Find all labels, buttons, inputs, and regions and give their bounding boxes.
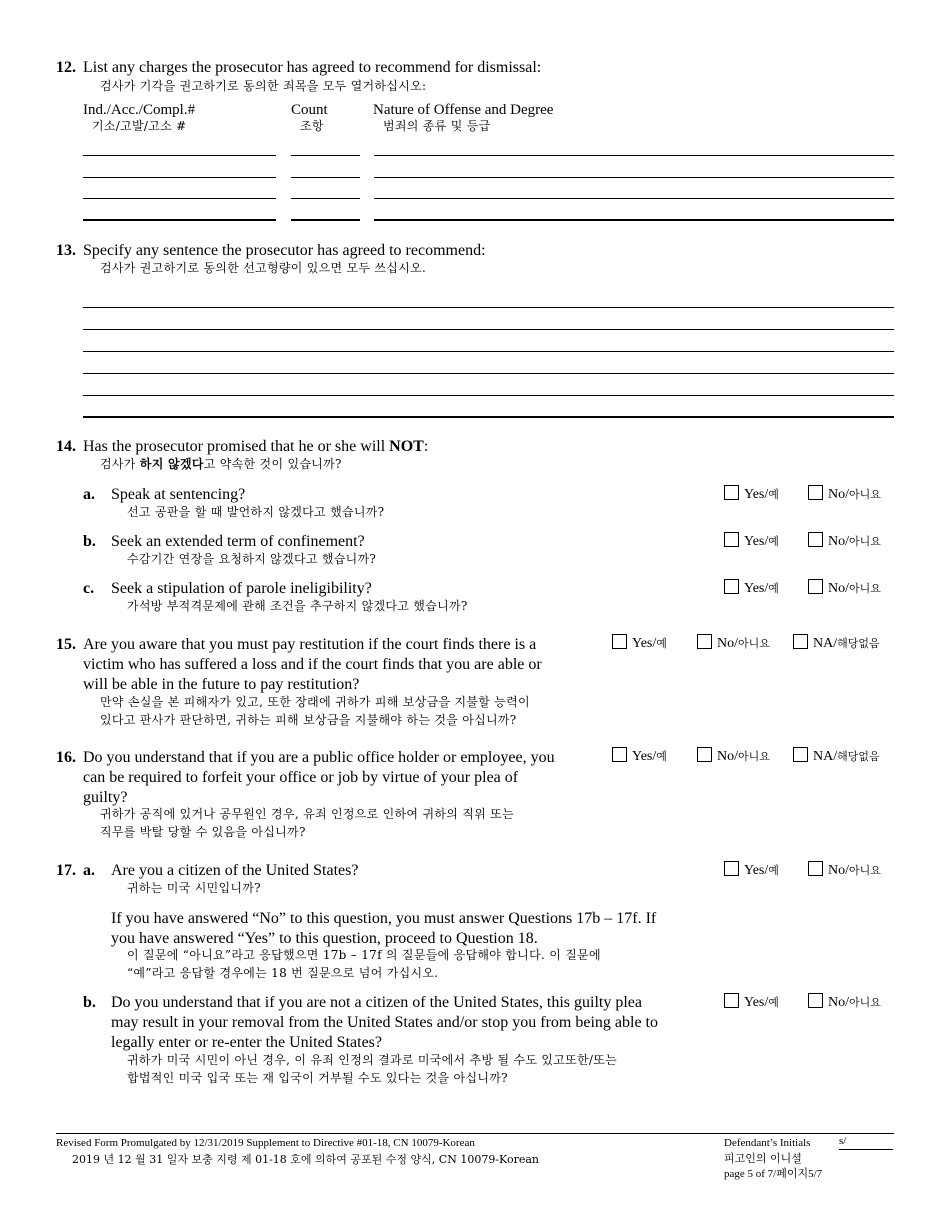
question-text-korean: 검사가 기각을 권고하기로 동의한 죄목을 모두 열거하십시오: — [100, 79, 427, 93]
checkbox-box[interactable] — [724, 993, 739, 1008]
question-text-korean-line-2: 직무를 박탈 당할 수 있음을 아십니까? — [100, 825, 306, 839]
question-text-line-3: will be able in the future to pay restitution? — [83, 676, 360, 693]
sub-question-text-line-1: Do you understand that if you are not a citizen of the United States, this guilty plea — [111, 994, 642, 1011]
sentence-line-3[interactable] — [83, 351, 894, 352]
question-text-line-3: guilty? — [83, 789, 128, 806]
no-checkbox[interactable]: No/아니요 — [808, 485, 881, 504]
sub-question-letter: a. — [83, 862, 95, 879]
question-text-korean-line-2: 있다고 판사가 판단하면, 귀하는 피해 보상금을 지불해야 하는 것을 아십니까? — [100, 713, 517, 727]
na-checkbox[interactable]: NA/해당없음 — [793, 634, 880, 653]
question-number: 17. — [56, 862, 76, 879]
sentence-line-2[interactable] — [83, 329, 894, 330]
yes-checkbox[interactable]: Yes/예 — [612, 634, 667, 653]
checkbox-box[interactable] — [808, 485, 823, 500]
sentence-line-1[interactable] — [83, 307, 894, 308]
charge-nature-line-4[interactable] — [374, 219, 894, 221]
yes-checkbox[interactable]: Yes/예 — [724, 485, 779, 504]
question-text-line-1: Are you aware that you must pay restitution if the court finds there is a — [83, 636, 537, 653]
no-checkbox[interactable]: No/아니요 — [808, 532, 881, 551]
instruction-text-line-2: you have answered “Yes” to this question, proceed to Question 18. — [111, 930, 538, 947]
question-text: List any charges the prosecutor has agreed to recommend for dismissal: — [83, 59, 542, 76]
sub-question-text: Seek an extended term of confinement? — [111, 533, 365, 550]
no-checkbox[interactable]: No/아니요 — [808, 579, 881, 598]
sub-question-text-korean: 가석방 부적격문제에 관해 조건을 추구하지 않겠다고 했습니까? — [127, 599, 468, 613]
sub-question-letter: c. — [83, 580, 95, 597]
sub-question-text-korean: 귀하는 미국 시민입니까? — [127, 881, 261, 895]
column-header-count: Count — [291, 102, 328, 118]
checkbox-box[interactable] — [793, 747, 808, 762]
question-text-korean-line-1: 만약 손실을 본 피해자가 있고, 또한 장래에 귀하가 피해 보상금을 지불할 능력이 — [100, 695, 530, 709]
initials-label: Defendant’s Initials — [724, 1137, 811, 1149]
charge-nature-line-3[interactable] — [374, 198, 894, 199]
charge-nature-line-1[interactable] — [374, 155, 894, 156]
na-checkbox[interactable]: NA/해당없음 — [793, 747, 880, 766]
yes-checkbox[interactable]: Yes/예 — [724, 993, 779, 1012]
initials-label-korean: 피고인의 이니셜 — [724, 1152, 802, 1165]
yes-checkbox[interactable]: Yes/예 — [724, 579, 779, 598]
charge-ind-line-1[interactable] — [83, 155, 276, 156]
sub-question-text-korean: 선고 공판을 할 때 발언하지 않겠다고 했습니까? — [127, 505, 385, 519]
question-number: 15. — [56, 636, 76, 653]
column-header-count-korean: 조항 — [300, 119, 324, 133]
sub-question-text-line-2: may result in your removal from the United States and/or stop you from being able to — [111, 1014, 658, 1031]
no-checkbox[interactable]: No/아니요 — [697, 634, 770, 653]
charge-ind-line-3[interactable] — [83, 198, 276, 199]
question-text-korean: 검사가 권고하기로 동의한 선고형량이 있으면 모두 쓰십시오. — [100, 261, 427, 275]
sub-question-text: Are you a citizen of the United States? — [111, 862, 359, 879]
instruction-text-line-1: If you have answered “No” to this question, you must answer Questions 17b – 17f. If — [111, 910, 657, 927]
checkbox-box[interactable] — [612, 747, 627, 762]
question-text-korean: 검사가 하지 않겠다고 약속한 것이 있습니까? — [100, 457, 342, 471]
sub-question-letter: b. — [83, 994, 96, 1011]
question-number: 12. — [56, 59, 76, 76]
charge-ind-line-2[interactable] — [83, 177, 276, 178]
footer-divider — [56, 1133, 894, 1134]
sub-question-text-line-3: legally enter or re-enter the United States? — [111, 1034, 382, 1051]
yes-checkbox[interactable]: Yes/예 — [612, 747, 667, 766]
charge-count-line-2[interactable] — [291, 177, 360, 178]
question-text: Specify any sentence the prosecutor has agreed to recommend: — [83, 242, 486, 259]
question-text-line-2: can be required to forfeit your office or job by virtue of your plea of — [83, 769, 519, 786]
no-checkbox[interactable]: No/아니요 — [808, 861, 881, 880]
page-number: page 5 of 7/페이지5/7 — [724, 1168, 823, 1180]
checkbox-box[interactable] — [724, 485, 739, 500]
checkbox-box[interactable] — [724, 861, 739, 876]
checkbox-box[interactable] — [808, 993, 823, 1008]
question-text-line-2: victim who has suffered a loss and if the court finds that you are able or — [83, 656, 542, 673]
charge-count-line-3[interactable] — [291, 198, 360, 199]
charge-count-line-4[interactable] — [291, 219, 360, 221]
no-checkbox[interactable]: No/아니요 — [697, 747, 770, 766]
charge-ind-line-4[interactable] — [83, 219, 276, 221]
checkbox-box[interactable] — [808, 532, 823, 547]
sentence-line-4[interactable] — [83, 373, 894, 374]
sub-question-text: Speak at sentencing? — [111, 486, 246, 503]
column-header-nature-of-offense-korean: 범죄의 종류 및 등급 — [383, 119, 491, 133]
checkbox-box[interactable] — [793, 634, 808, 649]
form-revision-text: Revised Form Promulgated by 12/31/2019 Supplement to Directive #01-18, CN 10079-Korean — [56, 1137, 475, 1149]
charge-count-line-1[interactable] — [291, 155, 360, 156]
instruction-text-korean-line-2: “예”라고 응답할 경우에는 18 번 질문으로 넘어 가십시오. — [127, 966, 439, 980]
column-header-nature-of-offense: Nature of Offense and Degree — [373, 102, 554, 118]
sub-question-letter: b. — [83, 533, 96, 550]
sub-question-text-korean-line-1: 귀하가 미국 시민이 아닌 경우, 이 유죄 인정의 결과로 미국에서 추방 될 수도 있고또한/또는 — [127, 1053, 618, 1067]
checkbox-box[interactable] — [697, 747, 712, 762]
checkbox-box[interactable] — [724, 579, 739, 594]
no-checkbox[interactable]: No/아니요 — [808, 993, 881, 1012]
form-revision-text-korean: 2019 년 12 월 31 일자 보충 지령 제 01-18 호에 의하여 공포된 수정 양식, CN 10079-Korean — [72, 1153, 539, 1166]
initials-field[interactable]: s/ — [839, 1134, 893, 1150]
sub-question-text: Seek a stipulation of parole ineligibility? — [111, 580, 372, 597]
question-text-line-1: Do you understand that if you are a public office holder or employee, you — [83, 749, 555, 766]
checkbox-box[interactable] — [697, 634, 712, 649]
sub-question-text-korean-line-2: 합법적인 미국 입국 또는 재 입국이 거부될 수도 있다는 것을 아십니까? — [127, 1071, 508, 1085]
question-number: 14. — [56, 438, 76, 455]
sentence-line-6[interactable] — [83, 416, 894, 418]
checkbox-box[interactable] — [724, 532, 739, 547]
sub-question-text-korean: 수감기간 연장을 요청하지 않겠다고 했습니까? — [127, 552, 377, 566]
instruction-text-korean-line-1: 이 질문에 “아니요”라고 응답했으면 17b – 17f 의 질문들에 응답해야 합니다. 이 질문에 — [127, 948, 601, 962]
question-text: Has the prosecutor promised that he or she will NOT: — [83, 438, 429, 455]
question-number: 13. — [56, 242, 76, 259]
question-number: 16. — [56, 749, 76, 766]
charge-nature-line-2[interactable] — [374, 177, 894, 178]
yes-checkbox[interactable]: Yes/예 — [724, 861, 779, 880]
sentence-line-5[interactable] — [83, 395, 894, 396]
yes-checkbox[interactable]: Yes/예 — [724, 532, 779, 551]
sub-question-letter: a. — [83, 486, 95, 503]
checkbox-box[interactable] — [808, 579, 823, 594]
question-text-korean-line-1: 귀하가 공직에 있거나 공무원인 경우, 유죄 인정으로 인하여 귀하의 직위 또는 — [100, 807, 514, 821]
checkbox-box[interactable] — [612, 634, 627, 649]
column-header-ind-acc-compl-korean: 기소/고발/고소 # — [92, 119, 187, 133]
checkbox-box[interactable] — [808, 861, 823, 876]
column-header-ind-acc-compl: Ind./Acc./Compl.# — [83, 102, 196, 118]
